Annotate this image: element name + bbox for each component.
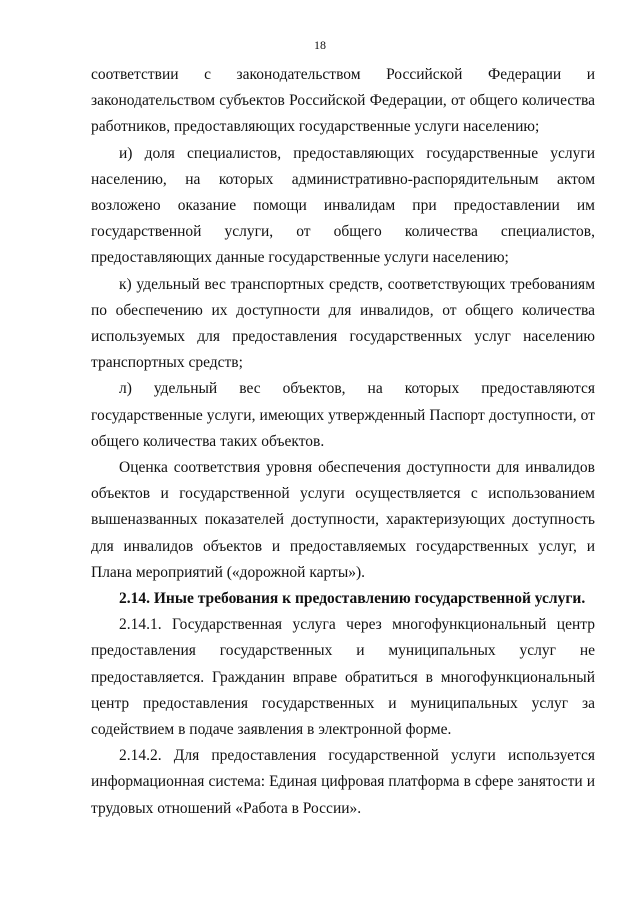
paragraph-item-k: к) удельный вес транспортных средств, соответствующих требованиям по обеспечению их доступности для инвалидов, от общего количества используемых для предоставления государственных услуг населению транспортных средств; — [91, 275, 595, 372]
paragraph-item-l: л) удельный вес объектов, на которых предоставляются государственные услуги, имеющих утвержденный Паспорт доступности, от общего количества таких объектов. — [91, 380, 595, 450]
paragraph-item-i: и) доля специалистов, предоставляющих государственные услуги населению, на которых административно-распорядительным актом возложено оказание помощи инвалидам при предоставлении им государственной услуги, от общего количества специалистов, предоставляющих данные государственные услуги населению; — [91, 144, 595, 267]
paragraph-continuation: соответствии с законодательством Российской Федерации и законодательством субъектов Российской Федерации, от общего количества работников, предоставляющих государственные услуги населению; — [91, 66, 595, 136]
document-body — [91, 62, 595, 822]
paragraph-assessment: Оценка соответствия уровня обеспечения доступности для инвалидов объектов и государственной услуги осуществляется с использованием вышеназванных показателей доступности, характеризующих доступность для инвалидов объектов и предоставляемых государственных услуг, и Плана мероприятий («дорожной карты»). — [91, 459, 595, 581]
section-heading: 2.14. Иные требования к предоставлению государственной услуги. — [119, 590, 586, 608]
page-number: 18 — [314, 38, 326, 52]
paragraph-2-14-2: 2.14.2. Для предоставления государственной услуги используется информационная система: Единая цифровая платформа в сфере занятости и трудовых отношений «Работа в России». — [91, 747, 595, 817]
paragraph-2-14-1: 2.14.1. Государственная услуга через многофункциональный центр предоставления государственных и муниципальных услуг не предоставляется. Гражданин вправе обратиться в многофункциональный центр предоставления государственных и муниципальных услуг за содействием в подаче заявления в электронной форме. — [91, 616, 595, 739]
